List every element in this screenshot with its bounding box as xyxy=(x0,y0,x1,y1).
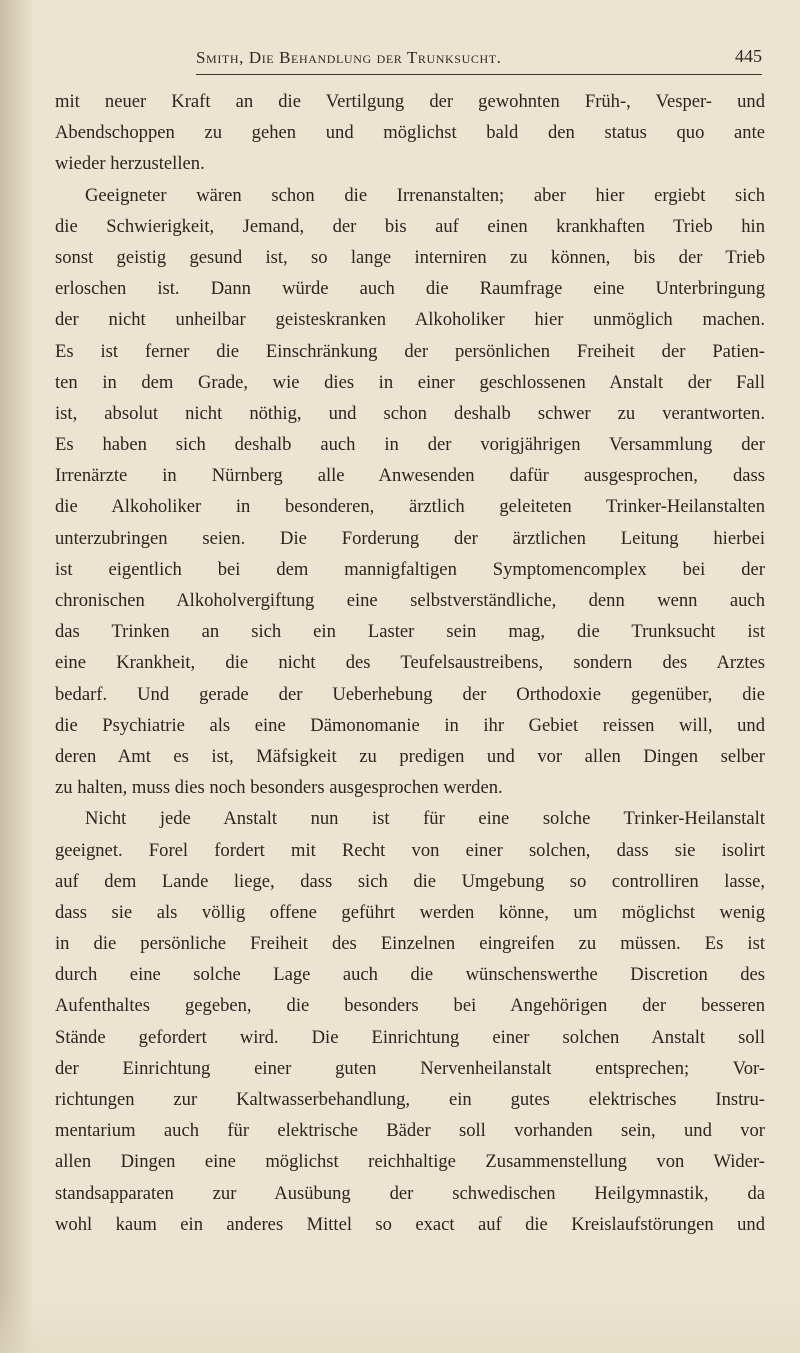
text-line: eine Krankheit, die nicht des Teufelsaustreibens, sondern des Arztes xyxy=(55,652,765,674)
text-line: Es haben sich deshalb auch in der vorigjährigen Versammlung der xyxy=(55,434,765,456)
text-line: wieder herzustellen. xyxy=(55,153,205,175)
text-line: unterzubringen seien. Die Forderung der ärztlichen Leitung hierbei xyxy=(55,527,765,549)
text-line: die Alkoholiker in besonderen, ärztlich geleiteten Trinker-Heilanstalten xyxy=(55,496,765,518)
text-line: erloschen ist. Dann würde auch die Raumfrage eine Unterbringung xyxy=(55,278,765,300)
text-line: ist, absolut nicht nöthig, und schon deshalb schwer zu verantworten. xyxy=(55,402,765,424)
text-line: zu halten, muss dies noch besonders ausgesprochen werden. xyxy=(55,777,503,799)
text-line: mit neuer Kraft an die Vertilgung der gewohnten Früh-, Vesper- und xyxy=(55,91,765,112)
text-line: Irrenärzte in Nürnberg alle Anwesenden dafür ausgesprochen, dass xyxy=(55,465,765,487)
text-line: deren Amt es ist, Mäfsigkeit zu predigen und vor allen Dingen selber xyxy=(55,745,765,767)
text-line: die Schwierigkeit, Jemand, der bis auf einen krankhaften Trieb hin xyxy=(55,215,765,237)
text-line: chronischen Alkoholvergiftung eine selbstverständliche, denn wenn auch xyxy=(55,590,765,611)
text-line: das Trinken an sich ein Laster sein mag, die Trunksucht ist xyxy=(55,621,765,643)
text-line: Aufenthaltes gegeben, die besonders bei Angehörigen der besseren xyxy=(55,995,765,1017)
running-head: Smith, Die Behandlung der Trunksucht. xyxy=(196,48,502,67)
text-line: Es ist ferner die Einschränkung der persönlichen Freiheit der Patien- xyxy=(55,340,765,362)
text-line: in die persönliche Freiheit des Einzelnen eingreifen zu müssen. Es ist xyxy=(55,933,765,955)
page-header xyxy=(196,44,762,74)
text-line: allen Dingen eine möglichst reichhaltige Zusammenstellung von Wider- xyxy=(55,1151,765,1173)
text-line: der Einrichtung einer guten Nervenheilanstalt entsprechen; Vor- xyxy=(55,1057,765,1079)
text-line: der nicht unheilbar geisteskranken Alkoholiker hier unmöglich machen. xyxy=(55,309,765,331)
text-line: ist eigentlich bei dem mannigfaltigen Symptomencomplex bei der xyxy=(55,558,765,580)
text-line: die Psychiatrie als eine Dämonomanie in ihr Gebiet reissen will, und xyxy=(55,714,765,736)
body-text xyxy=(55,86,765,1240)
page-bottom-shade xyxy=(0,1293,800,1353)
page-number: 445 xyxy=(735,46,762,66)
text-line: Geeigneter wären schon die Irrenanstalten; aber hier ergiebt sich xyxy=(85,184,765,206)
text-line: mentarium auch für elektrische Bäder soll vorhanden sein, und vor xyxy=(55,1120,765,1142)
page-gutter-shadow xyxy=(0,0,34,1353)
text-line: Nicht jede Anstalt nun ist für eine solche Trinker-Heilanstalt xyxy=(85,808,765,830)
text-line: Abendschoppen zu gehen und möglichst bald den status quo ante xyxy=(55,122,765,144)
text-line: bedarf. Und gerade der Ueberhebung der Orthodoxie gegenüber, die xyxy=(55,683,765,705)
text-line: geeignet. Forel fordert mit Recht von einer solchen, dass sie isolirt xyxy=(55,839,765,861)
text-line: Stände gefordert wird. Die Einrichtung einer solchen Anstalt soll xyxy=(55,1026,765,1048)
text-line: durch eine solche Lage auch die wünschenswerthe Discretion des xyxy=(55,964,765,986)
text-line: sonst geistig gesund ist, so lange interniren zu können, bis der Trieb xyxy=(55,246,765,268)
text-line: dass sie als völlig offene geführt werden könne, um möglichst wenig xyxy=(55,901,765,923)
text-line: wohl kaum ein anderes Mittel so exact auf die Kreislaufstörungen und xyxy=(55,1213,765,1235)
text-line: standsapparaten zur Ausübung der schwedischen Heilgymnastik, da xyxy=(55,1182,765,1204)
header-rule xyxy=(196,74,762,75)
text-line: ten in dem Grade, wie dies in einer geschlossenen Anstalt der Fall xyxy=(55,371,765,393)
text-line: richtungen zur Kaltwasserbehandlung, ein gutes elektrisches Instru- xyxy=(55,1089,765,1110)
text-line: auf dem Lande liege, dass sich die Umgebung so controlliren lasse, xyxy=(55,870,765,892)
